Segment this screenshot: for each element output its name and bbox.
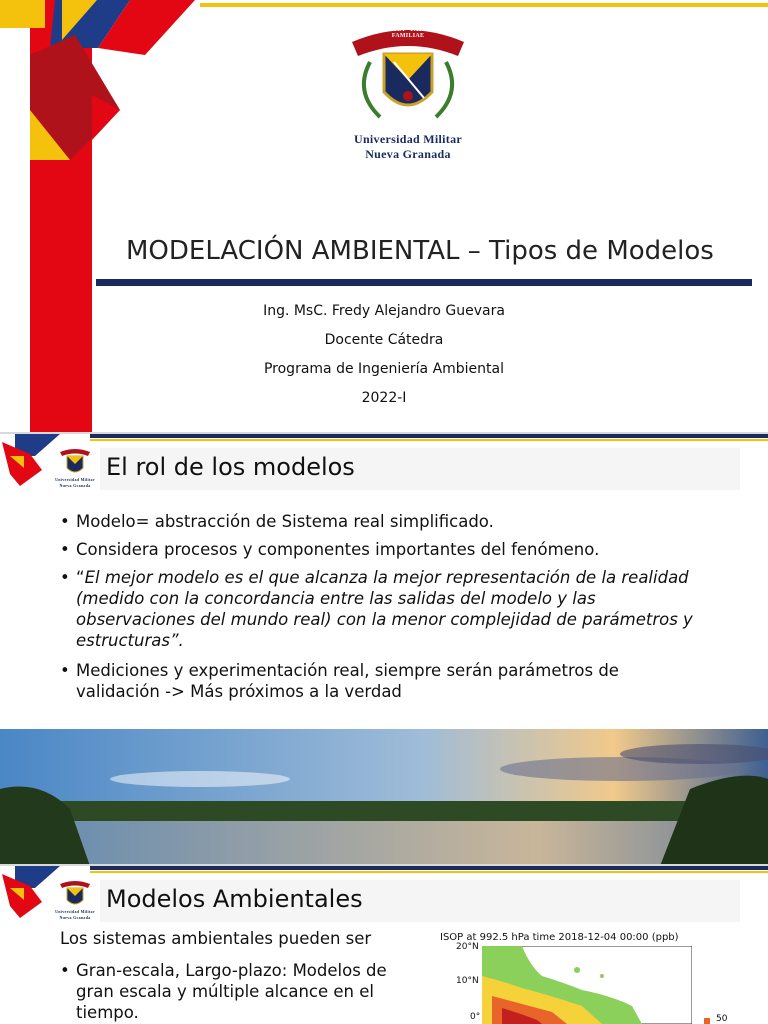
author-name: Ing. MsC. Fredy Alejandro Guevara	[263, 303, 505, 319]
title-underline	[96, 279, 752, 286]
small-crest-icon	[58, 446, 92, 476]
small-logo-line1: Universidad Militar	[55, 909, 95, 914]
small-crest-icon	[58, 878, 92, 908]
list-item	[60, 511, 700, 532]
river-landscape-photo	[0, 729, 768, 866]
title-slide	[0, 0, 768, 432]
university-name-line2: Nueva Granada	[365, 147, 451, 161]
slide-title: El rol de los modelos	[106, 453, 355, 481]
map-plot	[482, 946, 692, 1024]
bullet-list	[60, 511, 700, 709]
list-item-text: Considera procesos y componentes importantes del fenómeno.	[76, 540, 600, 559]
quote-close: ”.	[169, 631, 184, 650]
bullet-list	[60, 960, 420, 1024]
lat-tick-20n: 20°N	[456, 942, 479, 952]
quote-open: “	[76, 568, 85, 587]
author-role: Docente Cátedra	[324, 332, 444, 348]
legend-value: 50	[716, 1014, 728, 1024]
top-navy-line	[90, 866, 768, 870]
program-name: Programa de Ingeniería Ambiental	[263, 361, 505, 377]
top-gold-line	[90, 439, 768, 441]
intro-text: Los sistemas ambientales pueden ser	[60, 929, 372, 948]
university-name-line1: Universidad Militar	[353, 132, 463, 146]
crest-banner-text: SCIENTIA · PATRIAE · FAMILIAE	[373, 27, 443, 39]
bullet-dot: •	[60, 512, 70, 531]
small-logo-line2: Nueva Granada	[59, 915, 91, 920]
top-gold-line	[200, 3, 768, 7]
small-logo-line1: Universidad Militar	[55, 477, 95, 482]
lat-tick-10n: 10°N	[456, 976, 479, 986]
list-item-quote	[60, 567, 700, 651]
map-title: ISOP at 992.5 hPa time 2018-12-04 00:00 (ppb)	[440, 932, 679, 943]
page-title: MODELACIÓN AMBIENTAL – Tipos de Modelos	[126, 236, 714, 266]
bullet-dot: •	[60, 568, 70, 587]
list-item	[60, 660, 700, 702]
academic-term: 2022-I	[361, 390, 407, 406]
list-item	[60, 960, 420, 1023]
top-navy-line	[90, 434, 768, 438]
top-gold-line	[90, 871, 768, 873]
small-logo-line2: Nueva Granada	[59, 483, 91, 488]
bullet-dot: •	[60, 961, 70, 980]
slide-title: Modelos Ambientales	[106, 885, 363, 913]
bullet-dot: •	[60, 661, 70, 680]
content-slide-role-of-models	[0, 434, 768, 866]
bullet-dot: •	[60, 540, 70, 559]
lat-tick-0: 0°	[470, 1012, 481, 1022]
content-slide-environmental-models	[0, 866, 768, 1024]
quote-text: El mejor modelo es el que alcanza la mejor representación de la realidad (medido con la concordancia entre las salidas del modelo y las observaciones del mundo real) con la menor complejidad de parámetros y estructuras	[76, 568, 693, 650]
list-item-text: Modelo= abstracción de Sistema real simplificado.	[76, 512, 494, 531]
list-item-text: Gran-escala, Largo-plazo: Modelos de gran escala y múltiple alcance en el tiempo.	[76, 961, 387, 1022]
list-item	[60, 539, 700, 560]
list-item-text: Mediciones y experimentación real, siempre serán parámetros de validación -> Más próximos a la verdad	[76, 661, 619, 701]
legend-swatch	[704, 1018, 710, 1024]
